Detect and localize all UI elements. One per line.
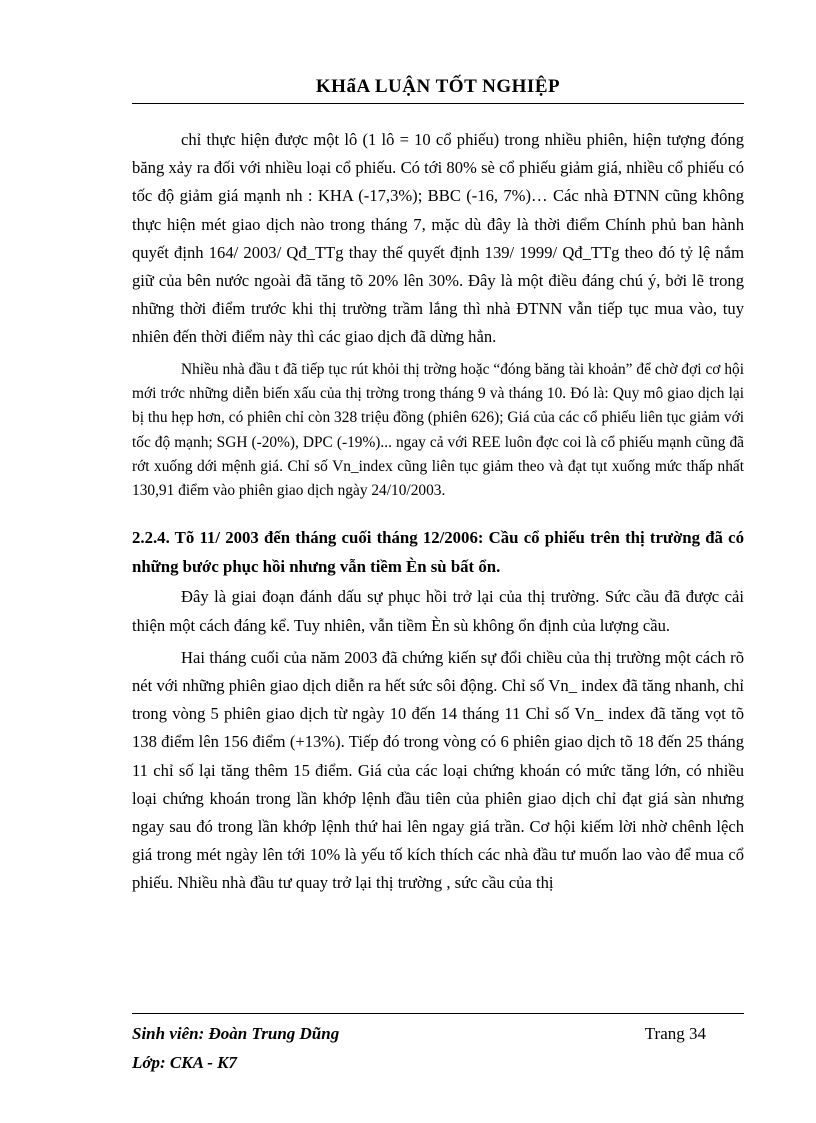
section-heading: 2.2.4. Tõ 11/ 2003 đến tháng cuối tháng 12/2006: Cầu cổ phiếu trên thị trường đã có những bước phục hồi nhưng vẫn tiềm Èn sù bất ổn.	[132, 528, 744, 577]
header-rule	[132, 103, 744, 104]
footer-class: Lớp: CKA - K7	[132, 1053, 237, 1072]
footer-rule	[132, 1013, 744, 1014]
page-header-title: KHẩA LUẬN TỐT NGHIỆP	[315, 76, 561, 97]
paragraph-2: Nhiều nhà đầu t đã tiếp tục rút khỏi thị trờng hoặc “đóng băng tài khoản” để chờ đợi cơ hội mới trớc những diễn biến xấu của thị trờng trong tháng 9 và tháng 10. Đó là: Quy mô giao dịch lại bị thu hẹp hơn, có phiên chỉ còn 328 triệu đồng (phiên 626); Giá của các cổ phiếu liên tục giảm với tốc độ mạnh; SGH (-20%), DPC (-19%)... ngay cả với REE luôn đợc coi là cổ phiếu mạnh cũng đã rớt xuống dới mệnh giá. Chỉ số Vn_index cũng liên tục giảm theo và đạt tụt xuống mức thấp nhất 130,91 điểm vào phiên giao dịch ngày 24/10/2003.	[132, 360, 744, 500]
paragraph-3: Đây là giai đoạn đánh dấu sự phục hồi trở lại của thị trường. Sức cầu đã được cải thiện một cách đáng kể. Tuy nhiên, vẫn tiềm Èn sù không ổn định của lượng cầu.	[132, 587, 744, 635]
footer-student: Sinh viên: Đoàn Trung Dũng	[132, 1024, 340, 1043]
paragraph-4: Hai tháng cuối của năm 2003 đã chứng kiến sự đổi chiều của thị trường một cách rõ nét với những phiên giao dịch diễn ra hết sức sôi động. Chỉ số Vn_ index đã tăng nhanh, chỉ trong vòng 5 phiên giao dịch từ ngày 10 đến 14 tháng 11 Chỉ số Vn_ index đã tăng vọt tõ 138 điểm lên 156 điểm (+13%). Tiếp đó trong vòng có 6 phiên giao dịch tõ 18 đến 25 tháng 11 chỉ số lại tăng thêm 15 điểm. Giá của các loại chứng khoán có mức tăng lớn, có nhiều loại chứng khoán trong lần khớp lệnh đầu tiên của phiên giao dịch chỉ đạt giá sàn nhưng ngay sau đó trong lần khớp lệnh thứ hai lên ngay giá trần. Cơ hội kiếm lời nhờ chênh lệch giá trong mét ngày lên tới 10% là yếu tố kích thích các nhà đầu tư muốn lao vào để mua cổ phiếu. Nhiều nhà đầu tư quay trở lại thị trường , sức cầu của thị	[132, 647, 744, 893]
page-footer	[132, 1019, 744, 1077]
footer-page-number: Trang 34	[644, 1024, 706, 1043]
document-body	[132, 126, 744, 898]
paragraph-1: chỉ thực hiện được một lô (1 lô = 10 cổ phiếu) trong nhiều phiên, hiện tượng đóng băng xảy ra đối với nhiều loại cổ phiếu. Có tới 80% sè cổ phiếu giảm giá, nhiều cổ phiếu có tốc độ giảm giá mạnh nh : KHA (-17,3%); BBC (-16, 7%)… Các nhà ĐTNN cũng không thực hiện mét giao dịch nào trong tháng 7, mặc dù đây là thời điểm Chính phủ ban hành quyết định 164/ 2003/ Qđ_TTg thay thế quyết định 139/ 1999/ Qđ_TTg theo đó tỷ lệ nắm giữ của bên nước ngoài đã tăng tõ 20% lên 30%. Đây là một điều đáng chú ý, bởi lẽ trong những thời điểm trước khi thị trường trầm lắng thì nhà ĐTNN vẫn tiếp tục mua vào, tuy nhiên đến thời điểm này thì các giao dịch đã dừng hẳn.	[132, 130, 744, 347]
